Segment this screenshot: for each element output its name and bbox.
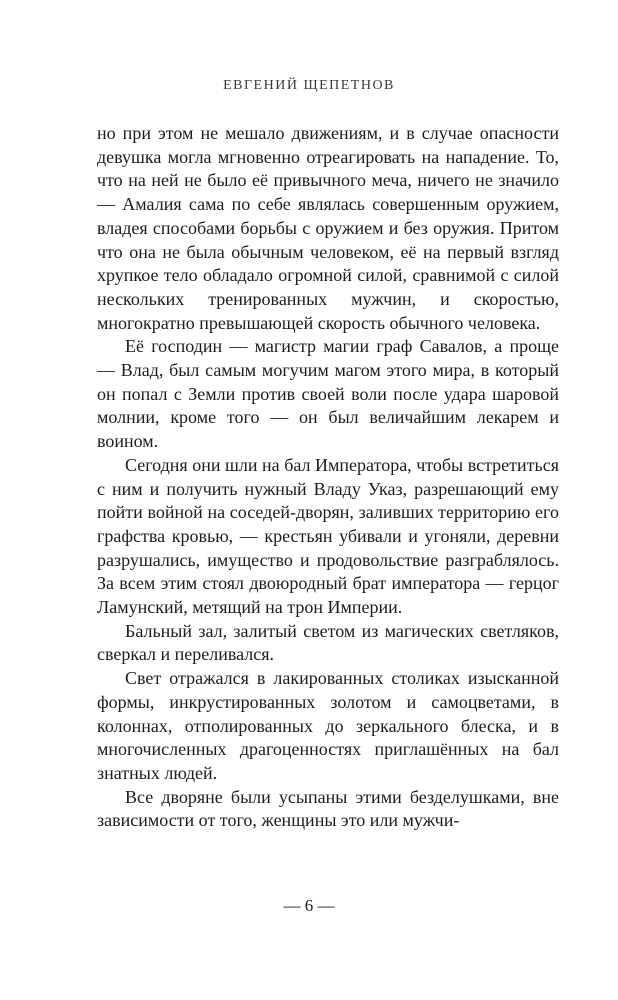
paragraph: Её господин — магистр магии граф Савалов, а проще — Влад, был самым могучим магом этого мира, в который он попал с Земли против своей воли после удара шаровой молнии, кроме того — он был величайшим лекарем и воином. <box>97 336 559 452</box>
paragraph: Свет отражался в лакированных столиках изысканной формы, инкрустированных золотом и самоцветами, в колоннах, отполированных до зеркального блеска, и в многочисленных драгоценностях приглашённых на бал знатных людей. <box>97 668 559 783</box>
page-body <box>97 122 559 833</box>
paragraph: Все дворяне были усыпаны этими безделушками, вне зависимости от того, женщины это или мужчи- <box>97 786 559 831</box>
paragraph: Сегодня они шли на бал Императора, чтобы встретиться с ним и получить нужный Владу Указ, разрешающий ему пойти войной на соседей-дворян, заливших территорию его графства кровью, — крестьян убивали и угоняли, деревни разрушались, имущество и продовольствие разграблялось. За всем этим стоял двоюродный брат императора — герцог Ламунский, метящий на трон Империи. <box>97 454 559 618</box>
running-header-author: ЕВГЕНИЙ ЩЕПЕТНОВ <box>223 78 395 93</box>
page-number: — 6 — <box>283 896 335 915</box>
paragraph: но при этом не мешало движениям, и в случае опасности девушка могла мгновенно отреагировать на нападение. То, что на ней не было её привычного меча, ничего не значило — Амалия сама по себе являлась совершенным оружием, владея способами борьбы с оружием и без оружия. Притом что она не была обычным человеком, её на первый взгляд хрупкое тело обладало огромной силой, сравнимой с силой нескольких тренированных мужчин, и скоростью, многократно превышающей скорость обычного человека. <box>97 123 559 333</box>
paragraph: Бальный зал, залитый светом из магических светляков, сверкал и переливался. <box>97 620 559 665</box>
